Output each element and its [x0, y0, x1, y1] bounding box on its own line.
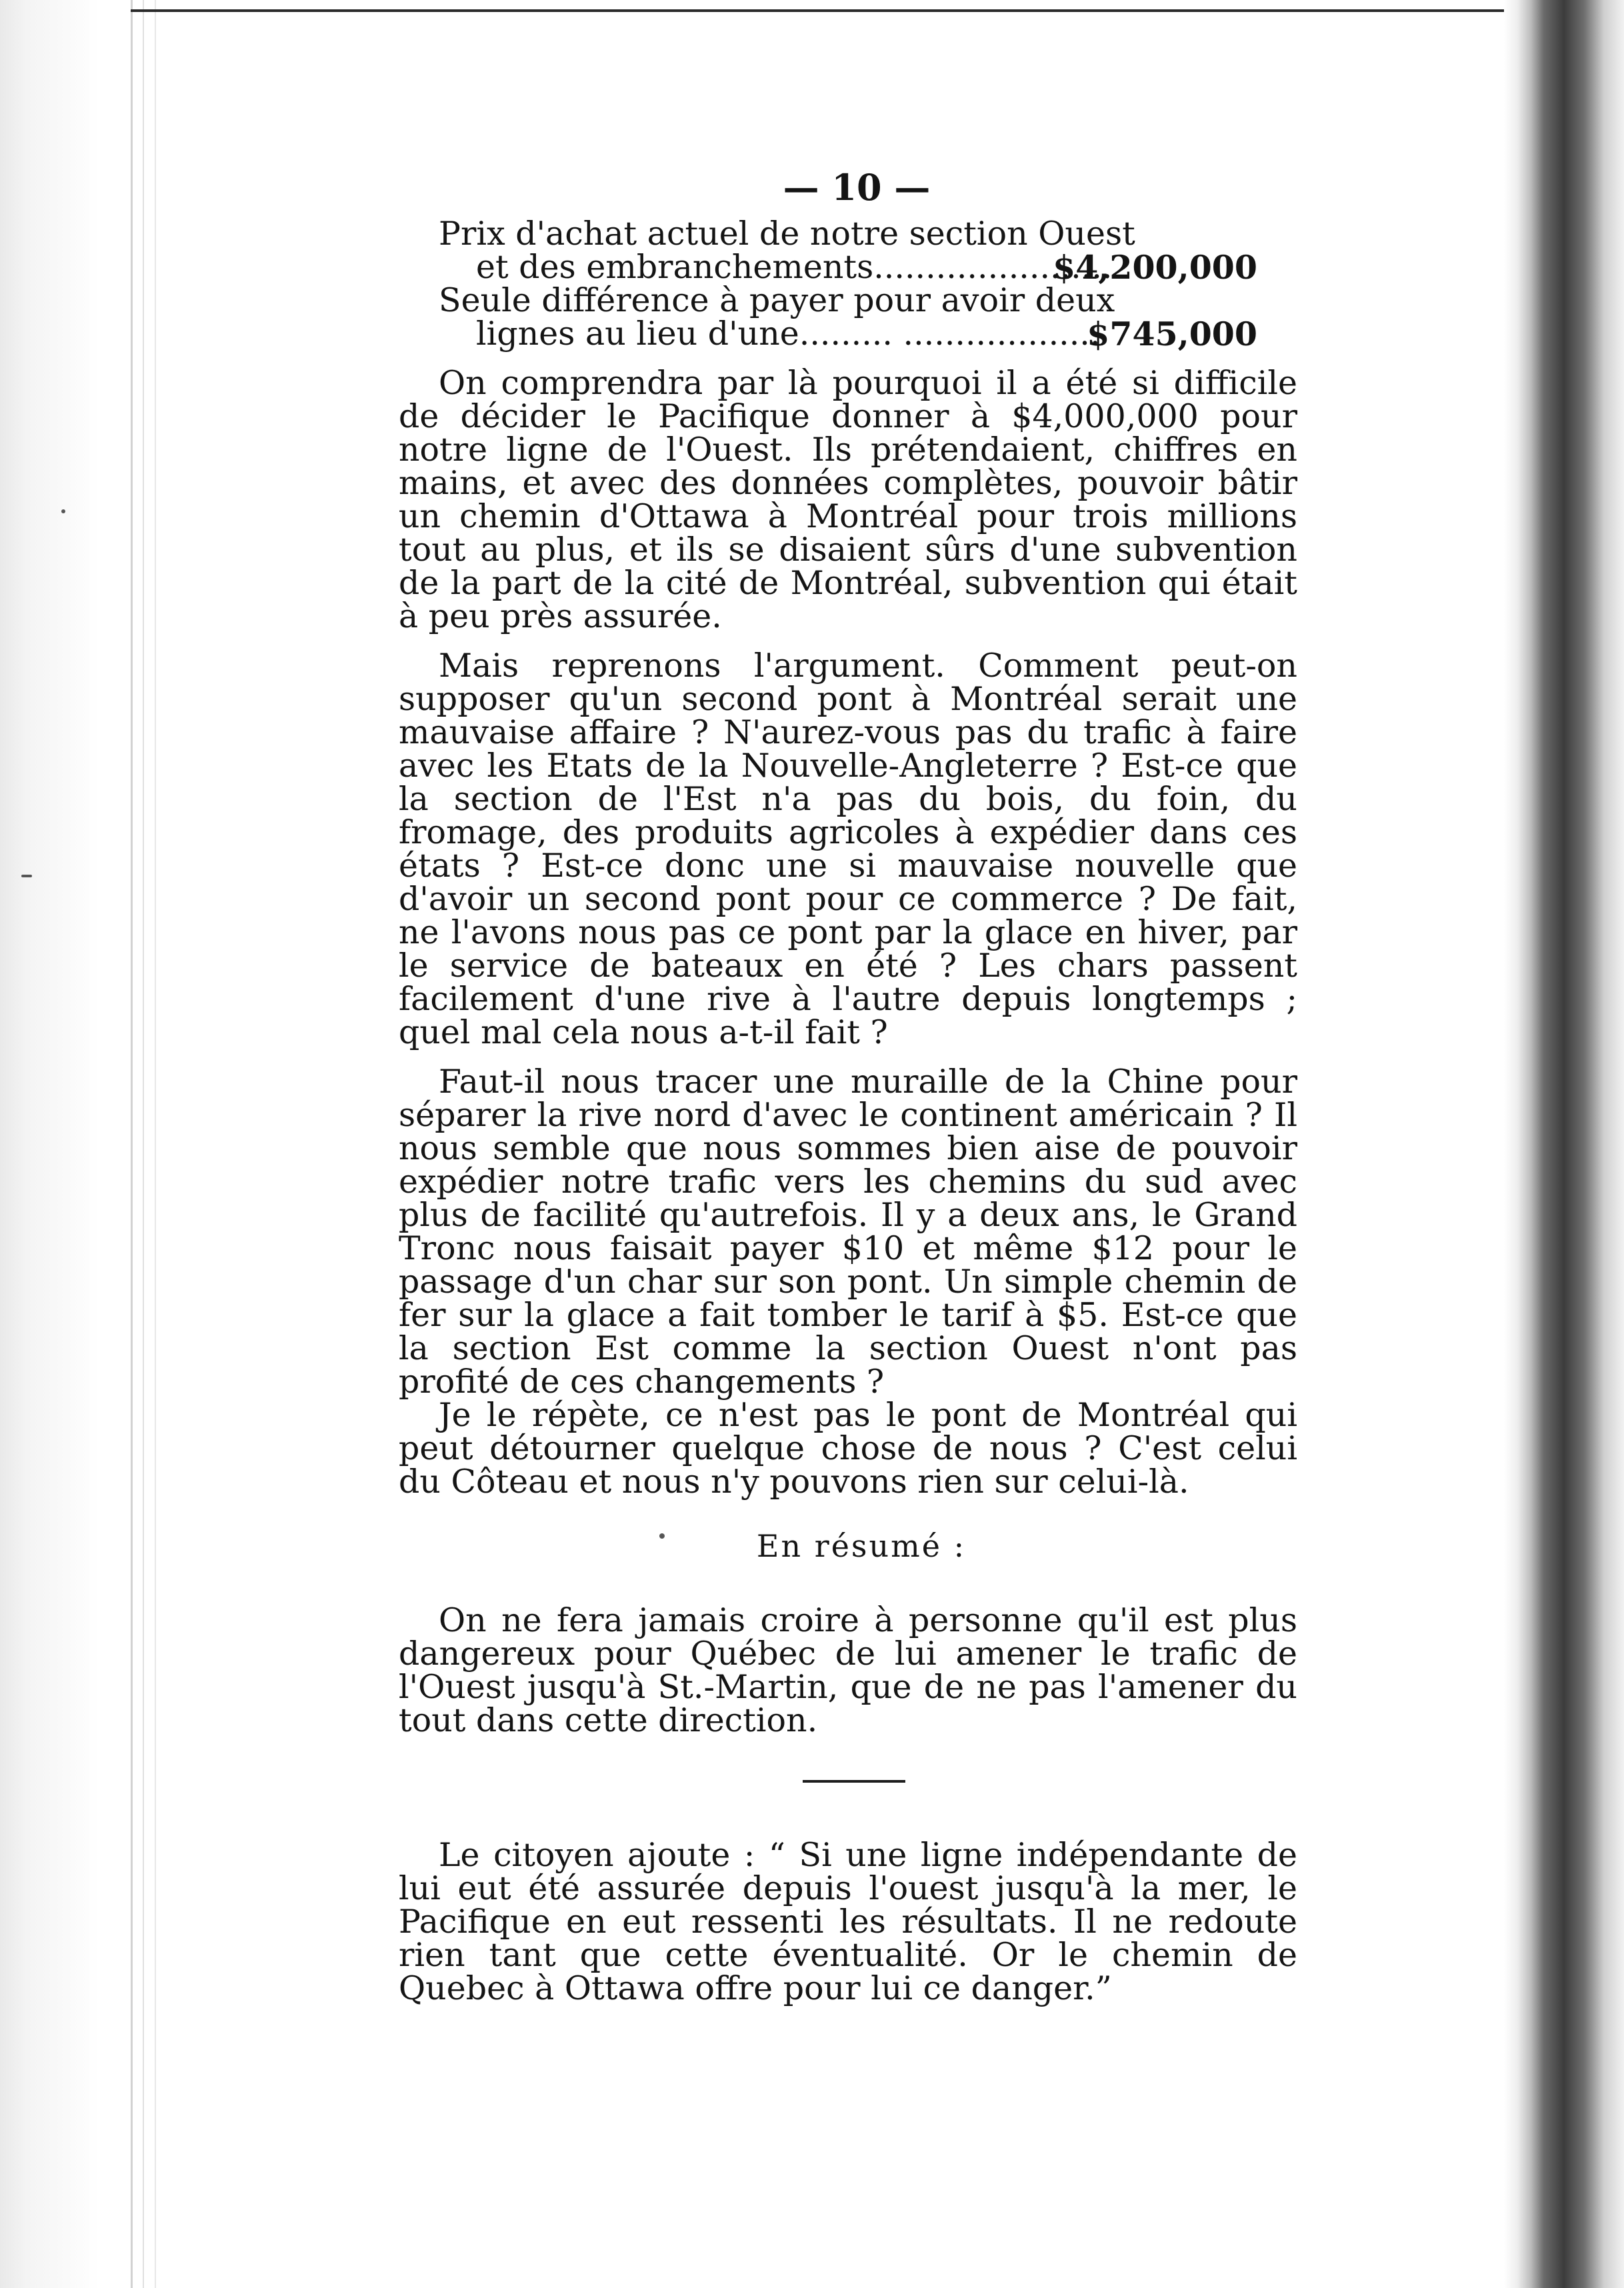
price-row-amount: $745,000 [1087, 315, 1257, 353]
closing-quote-paragraph: Le citoyen ajoute : “ Si une ligne indépendante de lui eut été assurée depuis l'ouest jusqu'à la mer, le Pacifique en eut ressenti les résultats. Il ne redoute rien tant que cette éventualité. Or le chemin de Quebec à Ottawa offre pour lui ce danger.” [399, 1836, 1297, 2007]
section-divider [803, 1780, 905, 1783]
price-row-amount: $4,200,000 [1053, 248, 1257, 287]
scan-binding-line [131, 0, 133, 2288]
body-paragraph: Je le répète, ce n'est pas le pont de Montréal qui peut détourner quelque chose de nous ? C'est celui du Côteau et nous n'y pouvons rien sur celui-là. [399, 1396, 1297, 1501]
price-row [399, 215, 1297, 287]
body-paragraph: On comprendra par là pourquoi il a été si difficile de décider le Pacifique donner à $4,000,000 pour notre ligne de l'Ouest. Ils prétendaient, chiffres en mains, et avec des données complètes, pouvoir bâtir un chemin d'Ottawa à Montréal pour trois millions tout au plus, et ils se disaient sûrs d'une subvention de la part de la cité de Montréal, subvention qui était à peu près assurée. [399, 364, 1297, 635]
body-paragraph: Faut-il nous tracer une muraille de la Chine pour séparer la rive nord d'avec le continent américain ? Il nous semble que nous sommes bien aise de pouvoir expédier notre trafic vers les chemins du sud avec plus de facilité qu'autrefois. Il y a deux ans, le Grand Tronc nous faisait payer $10 et même $12 pour le passage d'un char sur son pont. Un simple chemin de fer sur la glace a fait tomber le tarif à $5. Est-ce que la section Est comme la section Ouest n'ont pas profité de ces changements ? [399, 1063, 1297, 1401]
body-paragraph: Mais reprenons l'argument. Comment peut-on supposer qu'un second pont à Montréal serait une mauvaise affaire ? N'aurez-vous pas du trafic à faire avec les Etats de la Nouvelle-Angleterre ? Est-ce que la section de l'Est n'a pas du bois, du foin, du fromage, des produits agricoles à expédier dans ces états ? Est-ce donc une si mauvaise nouvelle que d'avoir un second pont pour ce commerce ? De fait, ne l'avons nous pas ce pont par la glace en hiver, par le service de bateaux en été ? Les chars passent facilement d'une rive à l'autre depuis longtemps ; quel mal cela nous a-t-il fait ? [399, 647, 1297, 1051]
section-heading: En résumé : [756, 1528, 967, 1564]
page-content [399, 157, 1297, 2005]
summary-paragraph: On ne fera jamais croire à personne qu'il est plus dangereux pour Québec de lui amener le trafic de l'Ouest jusqu'à St.-Martin, que de ne pas l'amener du tout dans cette direction. [399, 1601, 1297, 1739]
price-row-label: lignes au lieu d'une......... ................... [476, 315, 1101, 353]
scan-right-shadow [1504, 0, 1624, 2288]
scan-binding-line [143, 0, 144, 2288]
scan-left-margin [0, 0, 100, 2288]
price-row-label: Seule différence à payer pour avoir deux [439, 281, 1115, 319]
page-number: — 10 — [783, 166, 931, 209]
scan-binding-line [155, 0, 156, 2288]
page-top-edge [131, 9, 1517, 12]
scan-speck [21, 875, 32, 877]
scan-speck [61, 509, 65, 513]
price-row-label: Prix d'achat actuel de notre section Ouest [439, 215, 1135, 253]
price-row-label: et des embranchements....................... [476, 248, 1113, 286]
price-row [399, 281, 1297, 353]
